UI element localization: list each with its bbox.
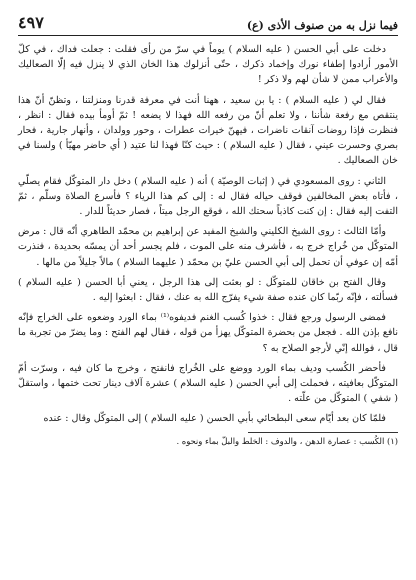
footnote-rule xyxy=(248,432,398,433)
footnote: (١) الكُسب : عصارة الدهن ، والدوف : الخلط والبلّ بماء ونحوه . xyxy=(176,435,398,446)
paragraph-2: فقال لي ( عليه السلام ) : يا بن سعيد ، ههنا أنت في معرفة قدرنا ومنزلتنا ، وتظنّ أنّ هذا ينتقص مع رفعة شأننا ، ولا تعلم أنّ من رفعه الله فهذا لا يضعه ! ثمّ أومأ بيده فقال : انظر ، فنظرت فإذا روضات آنقات ناضرات ، فيهنّ خيرات عطرات ، وحور وولدان ، وأنهار جارية ، فحار بصري وحسرت عيني ، فقال ( عليه السلام ) : حيث كنّا فهذا لنا عتيد ( أي حاضر مهيّأ ) ولسنا في خان الصعاليك . xyxy=(18,94,398,167)
paragraph-1: دخلت على أبي الحسن ( عليه السلام ) يوماً في سرّ من رأى فقلت : جعلت فداك ، في كلّ الأمور أرادوا إطفاء نورك وإخماد ذكرك ، حتّى أنزلوك هذا الخان الذي لا ينزل فيه إلّا الصعاليك والأعراب ممن لا شأن لهم ولا ذكر ! xyxy=(18,44,398,86)
paragraph-3: الثاني : روى المسعودي في ( إثبات الوصيّة ) أنه ( عليه السلام ) دخل دار المتوكّل فقام يصلّي ، فأتاه بعض المخالفين فوقف حياله فقال له : إلى كم هذا الرياء ؟ فأسرع الصلاة وسلّم ، ثمّ التفت إليه فقال : إن كنت كاذباً سحتك الله ، فوقع الرجل ميتاً ، فصار حديثاً للدار . xyxy=(18,175,398,218)
header-rule xyxy=(18,35,398,36)
page-body xyxy=(18,42,398,427)
paragraph-6: فمضى الرسول ورجع فقال : خذوا كُسب الغنم فديفوه⁽¹⁾ بماء الورد وضعوه على الخراج فإنّه نافع بإذن الله . فجعل من بحضرة المتوكّل يهزأ من قوله ، فقال لهم الفتح : وما يضرّ من تجربة ما قال ، فوالله إنّي لأرجو الصلاح به ؟ xyxy=(18,312,398,354)
page-number: ٤٩٧ xyxy=(18,13,44,32)
paragraph-5: وقال الفتح بن خاقان للمتوكّل : لو بعثت إلى هذا الرجل ، يعني أبا الحسن ( عليه السلام ) فسألته ، فإنّه ربّما كان عنده صفة شيء يفرّج الله به عنك ، فقال : ابعثوا إليه . xyxy=(18,276,398,304)
paragraph-7: فأحضر الكُسب وديف بماء الورد ووضع على الخُراج فانفتح ، وخرج ما كان فيه ، وسرّت أمّ المتوكّل بعافيته ، فحملت إلى أبي الحسن ( عليه السلام ) عشرة آلاف دينار تحت ختمها ، واستقلّ ( شفي ) المتوكّل من علّته . xyxy=(18,362,398,405)
paragraph-8: فلمّا كان بعد أيّام سعى البطحائي بأبي الحسن ( عليه السلام ) إلى المتوكّل وقال : عنده xyxy=(43,413,386,425)
running-header xyxy=(18,10,398,32)
running-title: فيما نزل به من صنوف الأذى (ع) xyxy=(246,19,398,32)
paragraph-4: وأمّا الثالث : روى الشيخ الكليني والشيخ المفيد عن إبراهيم بن محمّد الطاهري أنّه قال : مرض المتوكّل من خُراج خرج به ، فأشرف منه على الموت ، فلم يجسر أحد أن يمسّه بحديدة ، فنذرت أمّه إن عوفي أن تحمل إلى أبي الحسن عليّ بن محمّد ( عليهما السلام ) مالاً جليلاً من مالها . xyxy=(18,226,398,268)
